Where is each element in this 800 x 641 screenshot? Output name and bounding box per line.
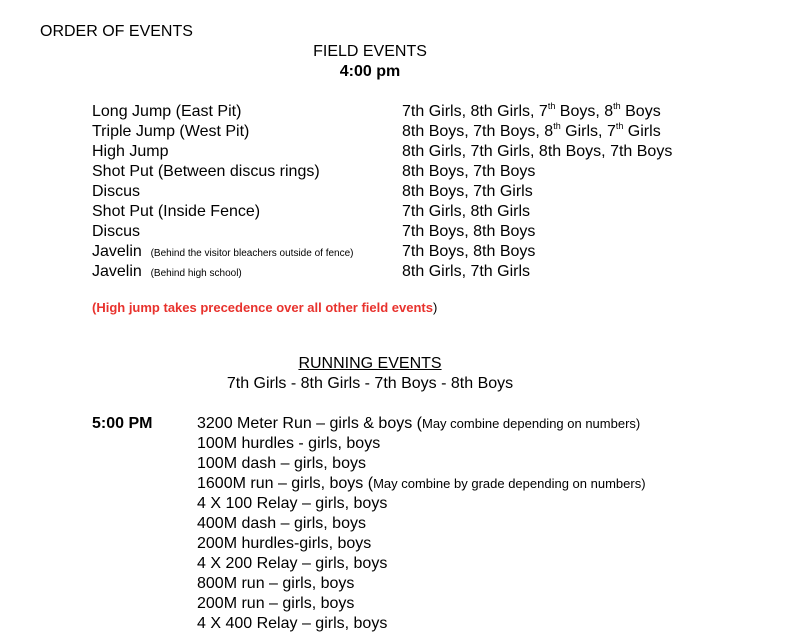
field-event-label: Discus bbox=[92, 183, 141, 200]
running-event bbox=[197, 574, 354, 594]
ordinal-suffix: th bbox=[547, 100, 556, 111]
field-events-heading: FIELD EVENTS bbox=[313, 43, 427, 60]
running-event bbox=[197, 614, 387, 634]
group-text: 8th Girls, 7th Girls, 8th Boys, 7th Boys bbox=[402, 143, 673, 160]
running-event bbox=[197, 514, 366, 534]
running-event bbox=[197, 454, 366, 474]
field-event-name bbox=[92, 222, 140, 242]
field-event-name bbox=[92, 202, 260, 222]
running-event-label: 800M run – girls, boys bbox=[197, 575, 355, 592]
running-event-label: 4 X 200 Relay – girls, boys bbox=[197, 555, 388, 572]
running-event bbox=[197, 414, 640, 434]
field-event-label: Shot Put (Between discus rings) bbox=[92, 163, 320, 180]
field-event-label: Triple Jump (West Pit) bbox=[92, 123, 250, 140]
group-text: 7th Boys, 8th Boys bbox=[402, 243, 536, 260]
group-text: 7th Girls, 8th Girls bbox=[402, 203, 531, 220]
running-event bbox=[197, 534, 371, 554]
running-event bbox=[197, 474, 646, 494]
group-text: Girls, 7 bbox=[560, 123, 616, 140]
field-event-groups bbox=[402, 162, 535, 182]
precedence-note bbox=[92, 298, 437, 318]
field-event-name bbox=[92, 242, 353, 264]
group-text: 8th Boys, 7th Boys bbox=[402, 163, 536, 180]
page-title: ORDER OF EVENTS bbox=[40, 23, 193, 40]
running-event bbox=[197, 594, 354, 614]
field-event-name bbox=[92, 102, 241, 122]
running-event-label: 1600M run – girls, boys ( bbox=[197, 475, 374, 492]
running-event-label: 3200 Meter Run – girls & boys ( bbox=[197, 415, 422, 432]
field-event-name bbox=[92, 162, 320, 182]
field-event-name bbox=[92, 182, 140, 202]
field-event-groups bbox=[402, 222, 535, 242]
field-event-note: (Behind high school) bbox=[147, 268, 242, 279]
field-event-name bbox=[92, 142, 168, 162]
field-event-groups bbox=[402, 102, 661, 122]
ordinal-suffix: th bbox=[613, 100, 621, 111]
running-event bbox=[197, 554, 387, 574]
running-events-heading-text: RUNNING EVENTS bbox=[298, 355, 442, 372]
group-text: Boys bbox=[620, 103, 661, 120]
field-event-label: Long Jump (East Pit) bbox=[92, 103, 242, 120]
running-event bbox=[197, 494, 387, 514]
ordinal-suffix: th bbox=[615, 120, 624, 131]
group-text: Boys, 8 bbox=[555, 103, 614, 120]
field-event-name bbox=[92, 262, 242, 284]
group-text: Girls bbox=[623, 123, 661, 140]
field-event-groups bbox=[402, 202, 530, 222]
field-event-label: Shot Put (Inside Fence) bbox=[92, 203, 261, 220]
running-event-label: 4 X 100 Relay – girls, boys bbox=[197, 495, 388, 512]
field-event-name bbox=[92, 122, 249, 142]
field-event-groups bbox=[402, 122, 661, 142]
field-event-groups bbox=[402, 242, 535, 262]
field-event-label: High Jump bbox=[92, 143, 169, 160]
running-event-label: 200M run – girls, boys bbox=[197, 595, 355, 612]
group-text: 8th Boys, 7th Girls bbox=[402, 183, 533, 200]
field-event-note: (Behind the visitor bleachers outside of fence) bbox=[147, 248, 354, 259]
running-event bbox=[197, 434, 380, 454]
precedence-note-text: (High jump takes precedence over all other field events bbox=[92, 300, 433, 315]
running-event-label: 200M hurdles-girls, boys bbox=[197, 535, 372, 552]
running-event-note: May combine by grade depending on numbers) bbox=[373, 476, 646, 491]
ordinal-suffix: th bbox=[553, 120, 561, 131]
field-event-label: Javelin bbox=[92, 243, 142, 260]
group-text: 7th Boys, 8th Boys bbox=[402, 223, 536, 240]
precedence-note-close: ) bbox=[433, 300, 438, 315]
running-event-label: 400M dash – girls, boys bbox=[197, 515, 366, 532]
field-event-groups bbox=[402, 182, 533, 202]
field-event-label: Javelin bbox=[92, 263, 142, 280]
running-event-label: 4 X 400 Relay – girls, boys bbox=[197, 615, 388, 632]
group-text: 7th Girls, 8th Girls, 7 bbox=[402, 103, 548, 120]
running-event-note: May combine depending on numbers) bbox=[422, 416, 641, 431]
running-event-label: 100M dash – girls, boys bbox=[197, 455, 366, 472]
field-event-groups bbox=[402, 142, 672, 162]
running-events-order: 7th Girls - 8th Girls - 7th Boys - 8th Boys bbox=[226, 375, 514, 392]
field-event-label: Discus bbox=[92, 223, 141, 240]
field-events-time: 4:00 pm bbox=[339, 63, 401, 80]
running-events-heading bbox=[0, 354, 740, 374]
field-event-groups bbox=[402, 262, 530, 282]
running-events-time: 5:00 PM bbox=[92, 415, 153, 432]
running-event-label: 100M hurdles - girls, boys bbox=[197, 435, 381, 452]
group-text: 8th Girls, 7th Girls bbox=[402, 263, 531, 280]
group-text: 8th Boys, 7th Boys, 8 bbox=[402, 123, 554, 140]
